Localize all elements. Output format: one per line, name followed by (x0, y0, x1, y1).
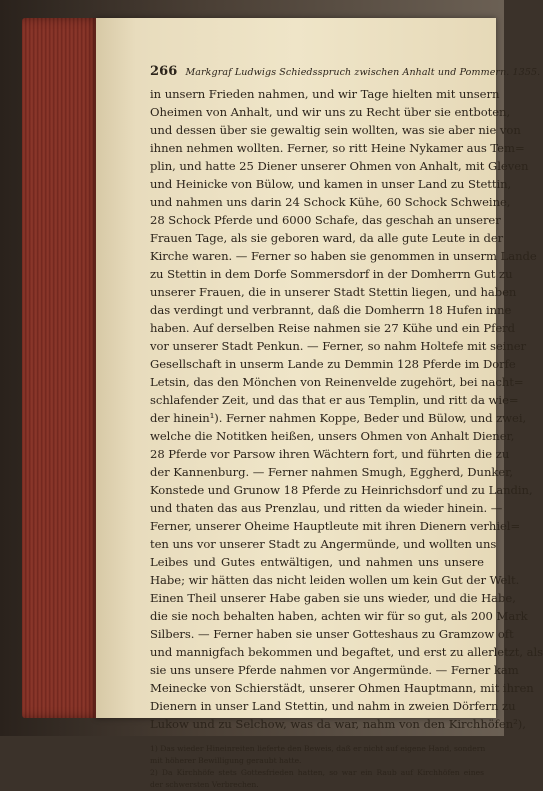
text-line: Frauen Tage, als sie geboren ward, da alle gute Leute in der (150, 231, 504, 245)
text-line: die sie noch behalten haben, achten wir für so gut, als 200 Mark (150, 609, 528, 623)
footnote-line: 1) Das wieder Hineinreiten lieferte den Beweis, daß er nicht auf eigene Hand, sondern (150, 744, 486, 753)
footnotes (150, 743, 484, 791)
text-line: 28 Schock Pferde und 6000 Schafe, das geschah an unserer (150, 213, 501, 227)
text-line: Gesellschaft in unserm Lande zu Demmin 128 Pferde im Dorfe (150, 357, 516, 371)
book-page (96, 18, 543, 789)
page-content (150, 64, 543, 791)
text-line: Konstede und Grunow 18 Pferde zu Heinrichsdorf und zu Landin, (150, 483, 533, 497)
text-line: und thaten das aus Prenzlau, und ritten da wieder hinein. — (150, 501, 503, 515)
running-head: Markgraf Ludwigs Schiedsspruch zwischen Anhalt und Pommern. 1355. (185, 67, 541, 78)
text-line: der hinein¹). Ferner nahmen Koppe, Beder und Bülow, und zwei, (150, 411, 527, 425)
text-line: und mannigfach bekommen und begaftet, und erst zu allerletzt, als (150, 645, 543, 659)
text-line: Meinecke von Schierstädt, unserer Ohmen Hauptmann, mit ihren (150, 681, 534, 695)
body-text (150, 85, 543, 733)
text-line: Einen Theil unserer Habe gaben sie uns wieder, und die Habe, (150, 591, 516, 605)
text-line: haben. Auf derselben Reise nahmen sie 27 Kühe und ein Pferd (150, 321, 515, 335)
text-line: vor unserer Stadt Penkun. — Ferner, so nahm Holtefe mit seiner (150, 339, 527, 353)
text-line: zu Stettin in dem Dorfe Sommersdorf in der Domherrn Gut zu (150, 267, 513, 281)
text-line: das verdingt und verbrannt, daß die Domherrn 18 Hufen inne (150, 303, 512, 317)
text-line: in unsern Frieden nahmen, und wir Tage hielten mit unsern (150, 87, 500, 101)
text-line: 28 Pferde vor Parsow ihren Wächtern fort, und führten die zu (150, 447, 510, 461)
text-line: Silbers. — Ferner haben sie unser Gotteshaus zu Gramzow oft (150, 627, 514, 641)
footnote-line: der schwersten Verbrechen. (150, 780, 259, 789)
text-line: Habe; wir hätten das nicht leiden wollen um kein Gut der Welt. (150, 573, 520, 587)
text-line: Lukow und zu Selchow, was da war, nahm von den Kirchhöfen²), (150, 717, 526, 731)
book-page-edges (22, 18, 102, 718)
text-line: ihnen nehmen wollten. Ferner, so ritt Heine Nykamer aus Tem= (150, 141, 525, 155)
text-line: welche die Notitken heißen, unsers Ohmen von Anhalt Diener, (150, 429, 515, 443)
text-line: Letsin, das den Mönchen von Reinenvelde zugehört, bei nacht= (150, 375, 524, 389)
footnote-line: mit höherer Bewilligung geraubt hatte. (150, 756, 302, 765)
text-line: schlafender Zeit, und das that er aus Templin, und ritt da wie= (150, 393, 519, 407)
text-line: Ferner, unserer Oheime Hauptleute mit ihren Dienern verhiel= (150, 519, 521, 533)
text-line: Kirche waren. — Ferner so haben sie genommen in unserm Lande (150, 249, 537, 263)
text-line: und nahmen uns darin 24 Schock Kühe, 60 Schock Schweine, (150, 195, 511, 209)
text-line: unserer Frauen, die in unserer Stadt Stettin liegen, und haben (150, 285, 517, 299)
footnote-line: 2) Da Kirchhöfe stets Gottesfrieden hatten, so war ein Raub auf Kirchhöfen eines (150, 768, 484, 777)
text-line: ten uns vor unserer Stadt zu Angermünde, und wollten uns (150, 537, 497, 551)
text-line: plin, und hatte 25 Diener unserer Ohmen von Anhalt, mit Gleven (150, 159, 529, 173)
page-number: 266 (150, 64, 178, 79)
text-line: Dienern in unser Land Stettin, und nahm in zweien Dörfern zu (150, 699, 516, 713)
text-line: Oheimen von Anhalt, und wir uns zu Recht über sie entboten, (150, 105, 511, 119)
page-header (150, 64, 541, 79)
text-line: der Kannenburg. — Ferner nahmen Smugh, Eggherd, Dunker, (150, 465, 514, 479)
text-line: und Heinicke von Bülow, und kamen in unser Land zu Stettin, (150, 177, 512, 191)
text-line: und dessen über sie gewaltig sein wollten, was sie aber nie von (150, 123, 521, 137)
text-line: sie uns unsere Pferde nahmen vor Angermünde. — Ferner kam (150, 663, 519, 677)
text-line: Leibes und Gutes entwältigen, und nahmen uns unsere (150, 555, 484, 569)
